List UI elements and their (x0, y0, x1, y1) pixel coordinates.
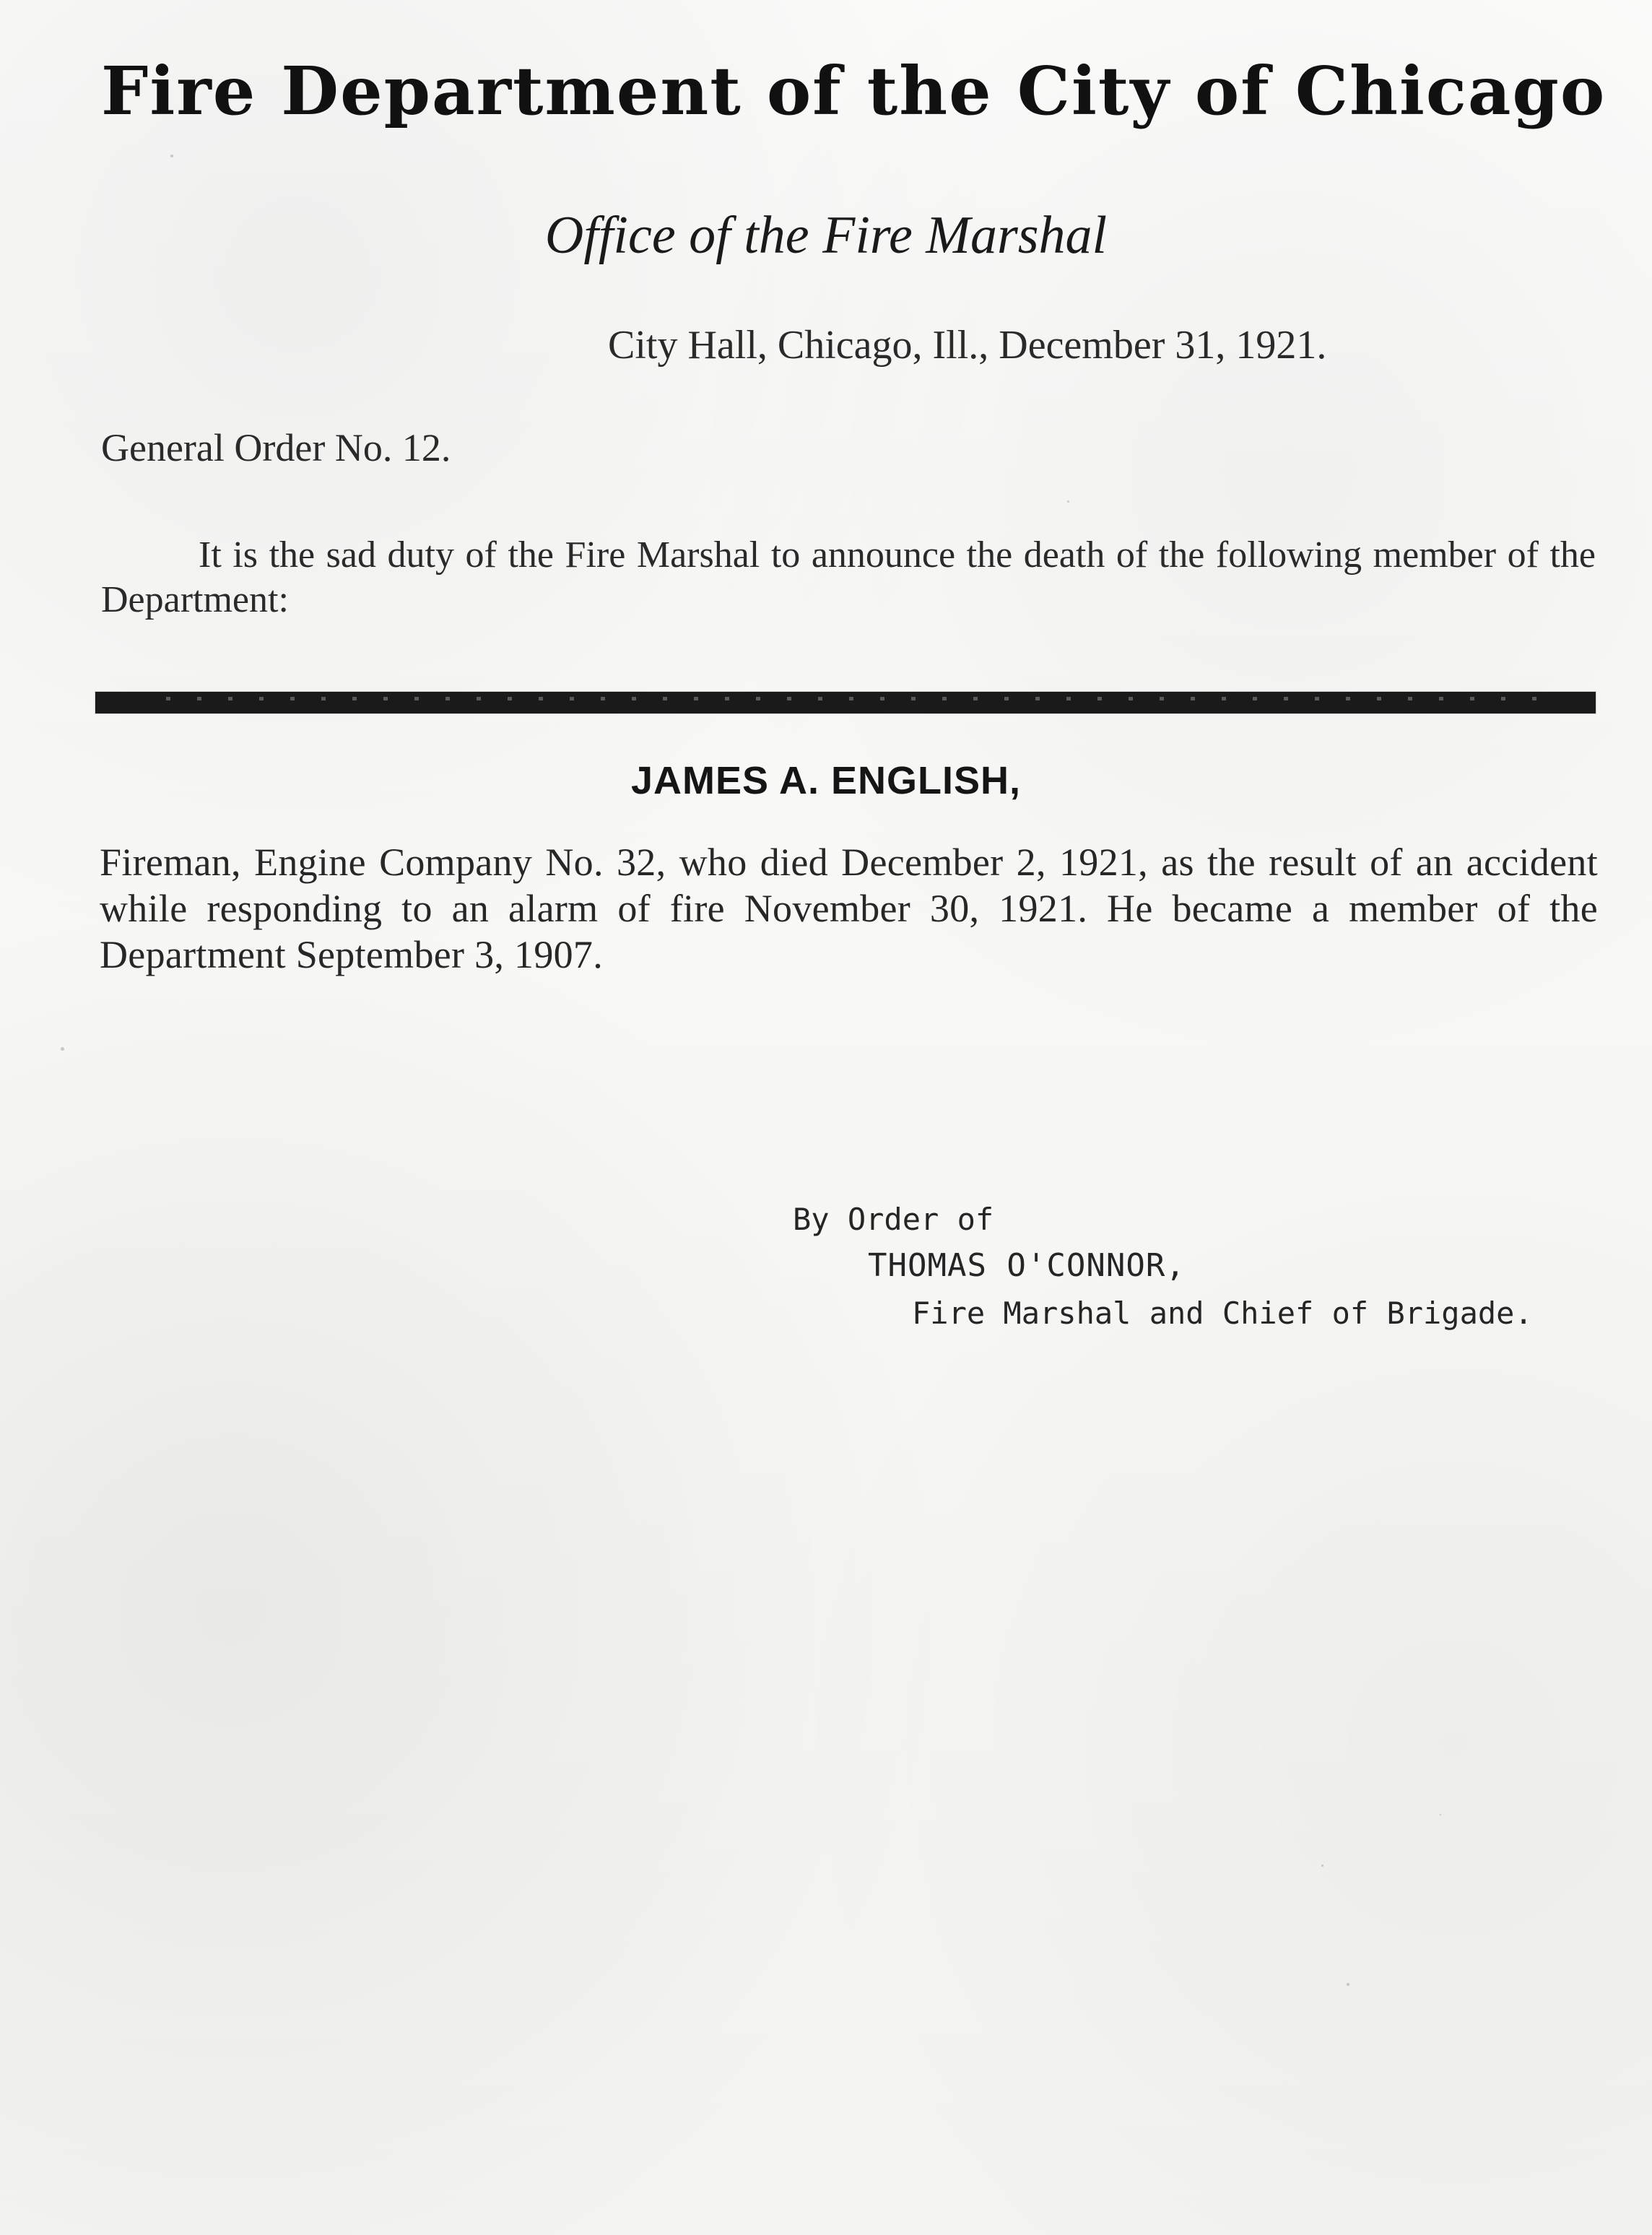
mourning-band (95, 692, 1596, 713)
paper-speck (1440, 1814, 1441, 1815)
paper-speck (1347, 1983, 1349, 1986)
deceased-name: JAMES A. ENGLISH, (630, 759, 1022, 802)
signer-title: Fire Marshal and Chief of Brigade. (912, 1296, 1533, 1331)
signer-name: THOMAS O'CONNOR, (868, 1247, 1186, 1284)
letterhead-title: Fire Department of the City of Chicago (101, 52, 1607, 130)
general-order-number: General Order No. 12. (101, 426, 451, 469)
dateline: City Hall, Chicago, Ill., December 31, 1921. (608, 323, 1327, 368)
deceased-details: Fireman, Engine Company No. 32, who died December 2, 1921, as the result of an accident while responding to an alarm of fire November 30, 1921. He became a member of the Department September 3, 1907. (100, 841, 1598, 976)
paper-speck (1067, 500, 1069, 503)
paper-speck (1321, 1865, 1323, 1867)
paper-speck (170, 155, 173, 157)
by-order-label: By Order of (793, 1202, 994, 1237)
office-subtitle: Office of the Fire Marshal (544, 206, 1108, 265)
paper-speck (61, 1047, 64, 1051)
death-announcement: It is the sad duty of the Fire Marshal to announce the death of the following member of the Department: (101, 534, 1596, 620)
